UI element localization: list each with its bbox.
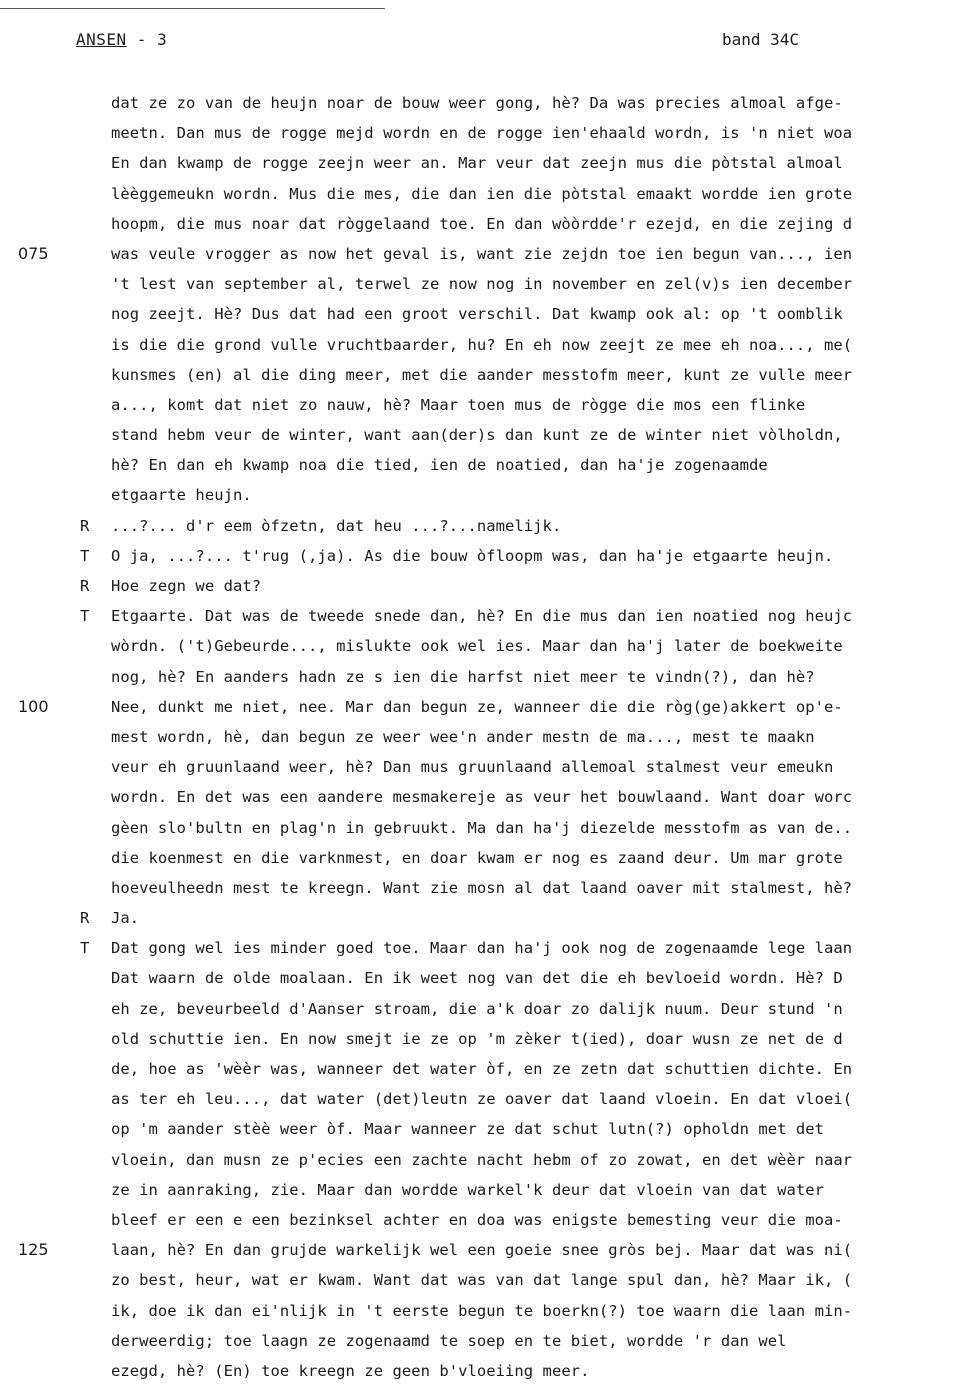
line-text: nog, hè? En aanders hadn ze s ien die harfst niet meer te vindn(?), dan hè? [111,667,815,686]
line-text: ik, doe ik dan ei'nlijk in 't eerste begun te boerkn(?) toe waarn die laan min- [111,1301,853,1320]
transcript-line [0,1175,973,1205]
transcript-line [0,450,973,480]
line-text: hè? En dan eh kwamp noa die tied, ien de noatied, dan ha'je zogenaamde [111,456,768,475]
line-text: eh ze, beveurbeeld d'Aanser stroam, die a'k doar zo dalijk nuum. Deur stund 'n [111,999,843,1018]
transcript-line [0,1145,973,1175]
line-text: die koenmest en die varknmest, en doar kwam er nog es zaand deur. Um mar grote [111,848,843,867]
speaker-label: R [80,516,90,535]
interviewee-name: ANSEN [76,30,127,49]
transcript-line [0,903,973,933]
transcript-line [0,239,973,269]
transcript-line [0,1054,973,1084]
transcript-line [0,360,973,390]
speaker-label: R [80,909,90,928]
transcript-line [0,1326,973,1356]
line-text: ezegd, hè? (En) toe kreegn ze geen b'vloeiing meer. [111,1361,590,1380]
speaker-label: T [80,546,90,565]
page-header-left [76,30,167,49]
transcript-line [0,692,973,722]
transcript-line [0,662,973,692]
line-text: mest wordn, hè, dan begun ze weer wee'n ander mestn de ma..., mest te maakn [111,727,815,746]
speaker-label: T [80,607,90,626]
transcript-line [0,1114,973,1144]
line-text: hoeveulheedn mest te kreegn. Want zie mosn al dat laand oaver mit stalmest, hè? [111,878,853,897]
transcript-line [0,148,973,178]
page-number: 3 [157,30,168,49]
line-text: etgaarte heujn. [111,486,252,505]
line-text: dat ze zo van de heujn noar de bouw weer gong, hè? Da was precies almoal afge- [111,94,843,112]
line-text: Hoe zegn we dat? [111,577,262,595]
line-text: Dat gong wel ies minder goed toe. Maar dan ha'j ook nog de zogenaamde lege laan [111,939,853,958]
transcript-line [0,601,973,631]
transcript-line [0,873,973,903]
transcript-line [0,843,973,873]
transcript-line [0,118,973,148]
transcript-line [0,782,973,812]
line-text: old schuttie ien. En now smejt ie ze op 'm zèker t(ied), doar wusn ze net de d [111,1029,843,1048]
transcript-line [0,1356,973,1386]
transcript-line [0,631,973,661]
line-text: veur eh gruunlaand weer, hè? Dan mus gruunlaand allemoal stalmest veur emeukn [111,758,834,777]
line-text: op 'm aander stèè weer òf. Maar wanneer ze dat schut lutn(?) opholdn met det [111,1120,825,1139]
line-number: 125 [18,1240,49,1260]
transcript-body [0,88,973,1386]
transcript-line [0,420,973,450]
line-text: was veule vrogger as now het geval is, want zie zejdn toe ien begun van..., ien [111,244,853,263]
transcript-line [0,752,973,782]
line-text: Nee, dunkt me niet, nee. Mar dan begun ze, wanneer die die ròg(ge)akkert op'e- [111,697,843,716]
transcript-line [0,179,973,209]
transcript-line [0,480,973,510]
transcript-line [0,1024,973,1054]
header-separator: - [126,30,158,49]
line-text: wòrdn. ('t)Gebeurde..., mislukte ook wel ies. Maar dan ha'j later de boekweite [111,637,843,656]
line-text: kunsmes (en) al die ding meer, met die aander messtofm meer, kunt ze vulle meer [111,365,853,384]
line-text: hoopm, die mus noar dat ròggelaand toe. En dan wòòrdde'r ezejd, en die zejing d [111,214,853,233]
transcript-line [0,88,973,118]
line-text: En dan kwamp de rogge zeejn weer an. Mar veur dat zeejn mus die pòtstal almoal [111,154,843,173]
line-text: meetn. Dan mus de rogge mejd wordn en de rogge ien'ehaald wordn, is 'n niet woa [111,124,853,143]
line-text: a..., komt dat niet zo nauw, hè? Maar toen mus de rògge die mos een flinke [111,395,806,414]
transcript-line [0,933,973,963]
transcript-line [0,1205,973,1235]
line-text: laan, hè? En dan grujde warkelijk wel een goeie snee gròs bej. Maar dat was ni( [111,1241,853,1260]
line-text: ze in aanraking, zie. Maar dan wordde warkel'k deur dat vloein van dat water [111,1180,825,1199]
line-number: 075 [18,243,49,263]
transcript-line [0,299,973,329]
line-text: bleef er een e een bezinksel achter en doa was enigste bemesting veur die moa- [111,1210,843,1229]
line-text: de, hoe as 'wèèr was, wanneer det water òf, en ze zetn dat schuttien dichte. En [111,1060,853,1078]
speaker-label: T [80,939,90,958]
top-rule [0,8,385,9]
transcript-line [0,963,973,993]
line-text: zo best, heur, wat er kwam. Want dat was van dat lange spul dan, hè? Maar ik, ( [111,1271,853,1290]
transcript-line [0,330,973,360]
line-text: gèen slo'bultn en plag'n in gebruukt. Ma dan ha'j diezelde messtofm as van de.. [111,818,853,837]
line-text: is die die grond vulle vruchtbaarder, hu? En eh now zeejt ze mee eh noa..., me( [111,335,853,354]
tape-band-label: band 34C [722,30,800,49]
line-text: Etgaarte. Dat was de tweede snede dan, hè? En die mus dan ien noatied nog heujc [111,607,853,626]
line-text: Ja. [111,909,140,928]
transcript-line [0,722,973,752]
speaker-label: R [80,577,90,595]
line-text: as ter eh leu..., dat water (det)leutn ze oaver dat laand vloein. En dat vloei( [111,1090,853,1109]
line-text: derweerdig; toe laagn ze zogenaamd te soep en te biet, wordde 'r dan wel [111,1331,787,1350]
line-text: O ja, ...?... t'rug (,ja). As die bouw òfloopm was, dan ha'je etgaarte heujn. [111,546,834,565]
line-text: ...?... d'r eem òfzetn, dat heu ...?...namelijk. [111,516,562,535]
line-text: 't lest van september al, terwel ze now nog in november en zel(v)s ien december [111,275,853,294]
transcript-line [0,1296,973,1326]
transcript-line [0,813,973,843]
transcript-line [0,511,973,541]
transcript-line [0,209,973,239]
transcript-line [0,269,973,299]
line-text: vloein, dan musn ze p'ecies een zachte nacht hebm of zo zowat, en det wèèr naar [111,1150,853,1169]
line-number: 100 [18,696,49,716]
transcript-line [0,1265,973,1295]
transcript-line [0,390,973,420]
line-text: stand hebm veur de winter, want aan(der)s dan kunt ze de winter niet vòlholdn, [111,426,843,445]
line-text: wordn. En det was een aandere mesmakereje as veur het bouwlaand. Want doar worc [111,788,853,807]
transcript-line [0,1235,973,1265]
transcript-line [0,571,973,601]
transcript-line [0,994,973,1024]
line-text: nog zeejt. Hè? Dus dat had een groot verschil. Dat kwamp ook al: op 't oomblik [111,305,843,324]
transcript-line [0,1084,973,1114]
line-text: lèèggemeukn wordn. Mus die mes, die dan ien die pòtstal emaakt wordde ien grote [111,184,853,203]
transcript-line [0,541,973,571]
line-text: Dat waarn de olde moalaan. En ik weet nog van det die eh bevloeid wordn. Hè? D [111,969,843,988]
